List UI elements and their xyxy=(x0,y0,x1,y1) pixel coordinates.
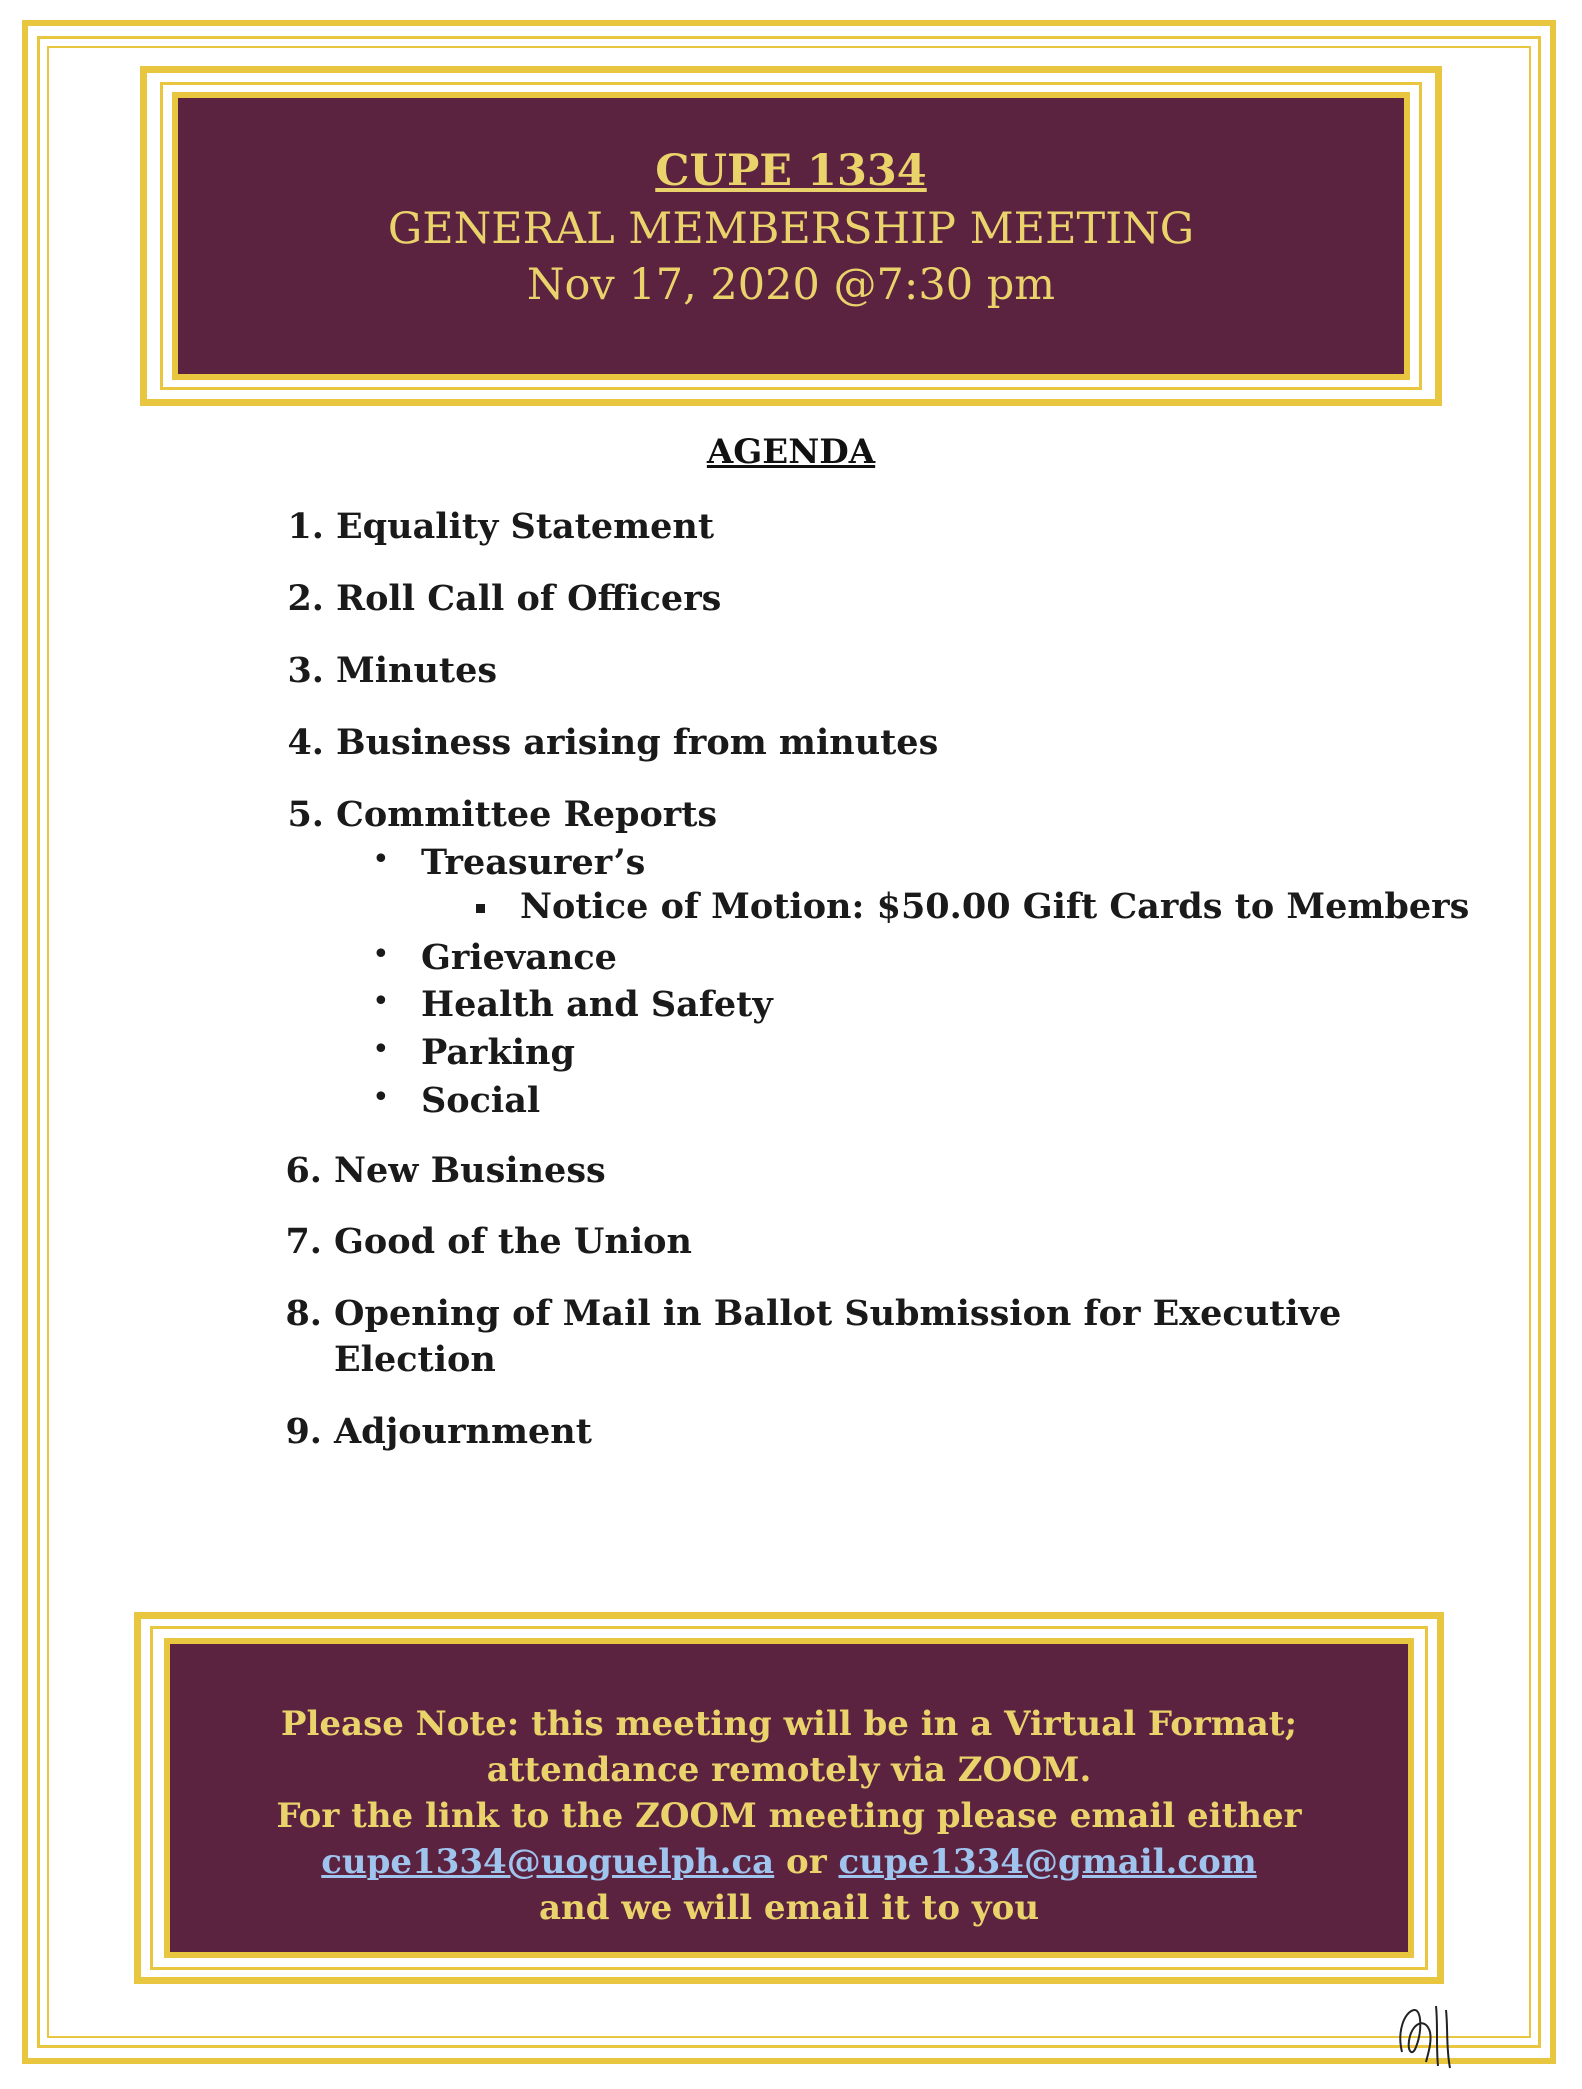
square-bullet-icon xyxy=(476,904,485,913)
header-subtitle: GENERAL MEMBERSHIP MEETING xyxy=(387,204,1195,254)
agenda-item-label: New Business xyxy=(334,1150,606,1191)
committee-social: Social xyxy=(421,1080,541,1121)
agenda-item-number: 9. xyxy=(285,1411,322,1452)
agenda-item-number: 2. xyxy=(287,578,324,619)
committee-treasurer: Treasurer’s xyxy=(421,842,646,883)
bullet-icon: • xyxy=(372,984,390,1019)
agenda-item-number: 7. xyxy=(285,1221,322,1262)
notice-line-3: For the link to the ZOOM meeting please email either xyxy=(276,1796,1302,1836)
notice-line-1: Please Note: this meeting will be in a Virtual Format; xyxy=(280,1704,1298,1744)
committee-health-safety: Health and Safety xyxy=(421,984,773,1025)
bullet-icon: • xyxy=(372,1080,390,1115)
header-title: CUPE 1334 xyxy=(655,146,927,196)
email-link-gmail[interactable]: cupe1334@gmail.com xyxy=(838,1842,1257,1882)
agenda-item-number: 8. xyxy=(285,1293,322,1334)
agenda-item-label: Adjournment xyxy=(334,1411,592,1452)
agenda-heading: AGENDA xyxy=(706,432,876,472)
agenda-item-label: Business arising from minutes xyxy=(336,722,939,763)
agenda-item-number: 4. xyxy=(287,722,324,763)
header-date: Nov 17, 2020 @7:30 pm xyxy=(526,260,1056,310)
bullet-icon: • xyxy=(372,842,390,877)
agenda-item-label: Minutes xyxy=(336,650,498,691)
agenda-item-label: Equality Statement xyxy=(336,506,715,547)
agenda-item-label: Roll Call of Officers xyxy=(336,578,722,619)
notice-email-line xyxy=(170,1842,1408,1882)
header-banner xyxy=(172,92,1410,380)
email-link-uoguelph[interactable]: cupe1334@uoguelph.ca xyxy=(321,1842,775,1882)
committee-grievance: Grievance xyxy=(421,937,617,978)
agenda-item-number: 1. xyxy=(287,506,324,547)
committee-parking: Parking xyxy=(421,1032,575,1073)
footer-notice-box xyxy=(164,1638,1414,1958)
agenda-item-label: Committee Reports xyxy=(336,794,718,835)
agenda-item-continuation: Election xyxy=(334,1339,496,1380)
agenda-item-label: Opening of Mail in Ballot Submission for Executive xyxy=(334,1293,1342,1334)
handwritten-signature xyxy=(1392,1992,1462,2072)
bullet-icon: • xyxy=(372,1032,390,1067)
agenda-item-number: 3. xyxy=(287,650,324,691)
bullet-icon: • xyxy=(372,937,390,972)
email-or-text: or xyxy=(786,1842,827,1882)
agenda-item-number: 6. xyxy=(285,1150,322,1191)
agenda-item-label: Good of the Union xyxy=(334,1221,692,1262)
agenda-item-number: 5. xyxy=(287,794,324,835)
notice-line-5: and we will email it to you xyxy=(538,1888,1040,1928)
committee-treasurer-motion: Notice of Motion: $50.00 Gift Cards to Members xyxy=(520,886,1470,927)
notice-line-2: attendance remotely via ZOOM. xyxy=(486,1750,1092,1790)
